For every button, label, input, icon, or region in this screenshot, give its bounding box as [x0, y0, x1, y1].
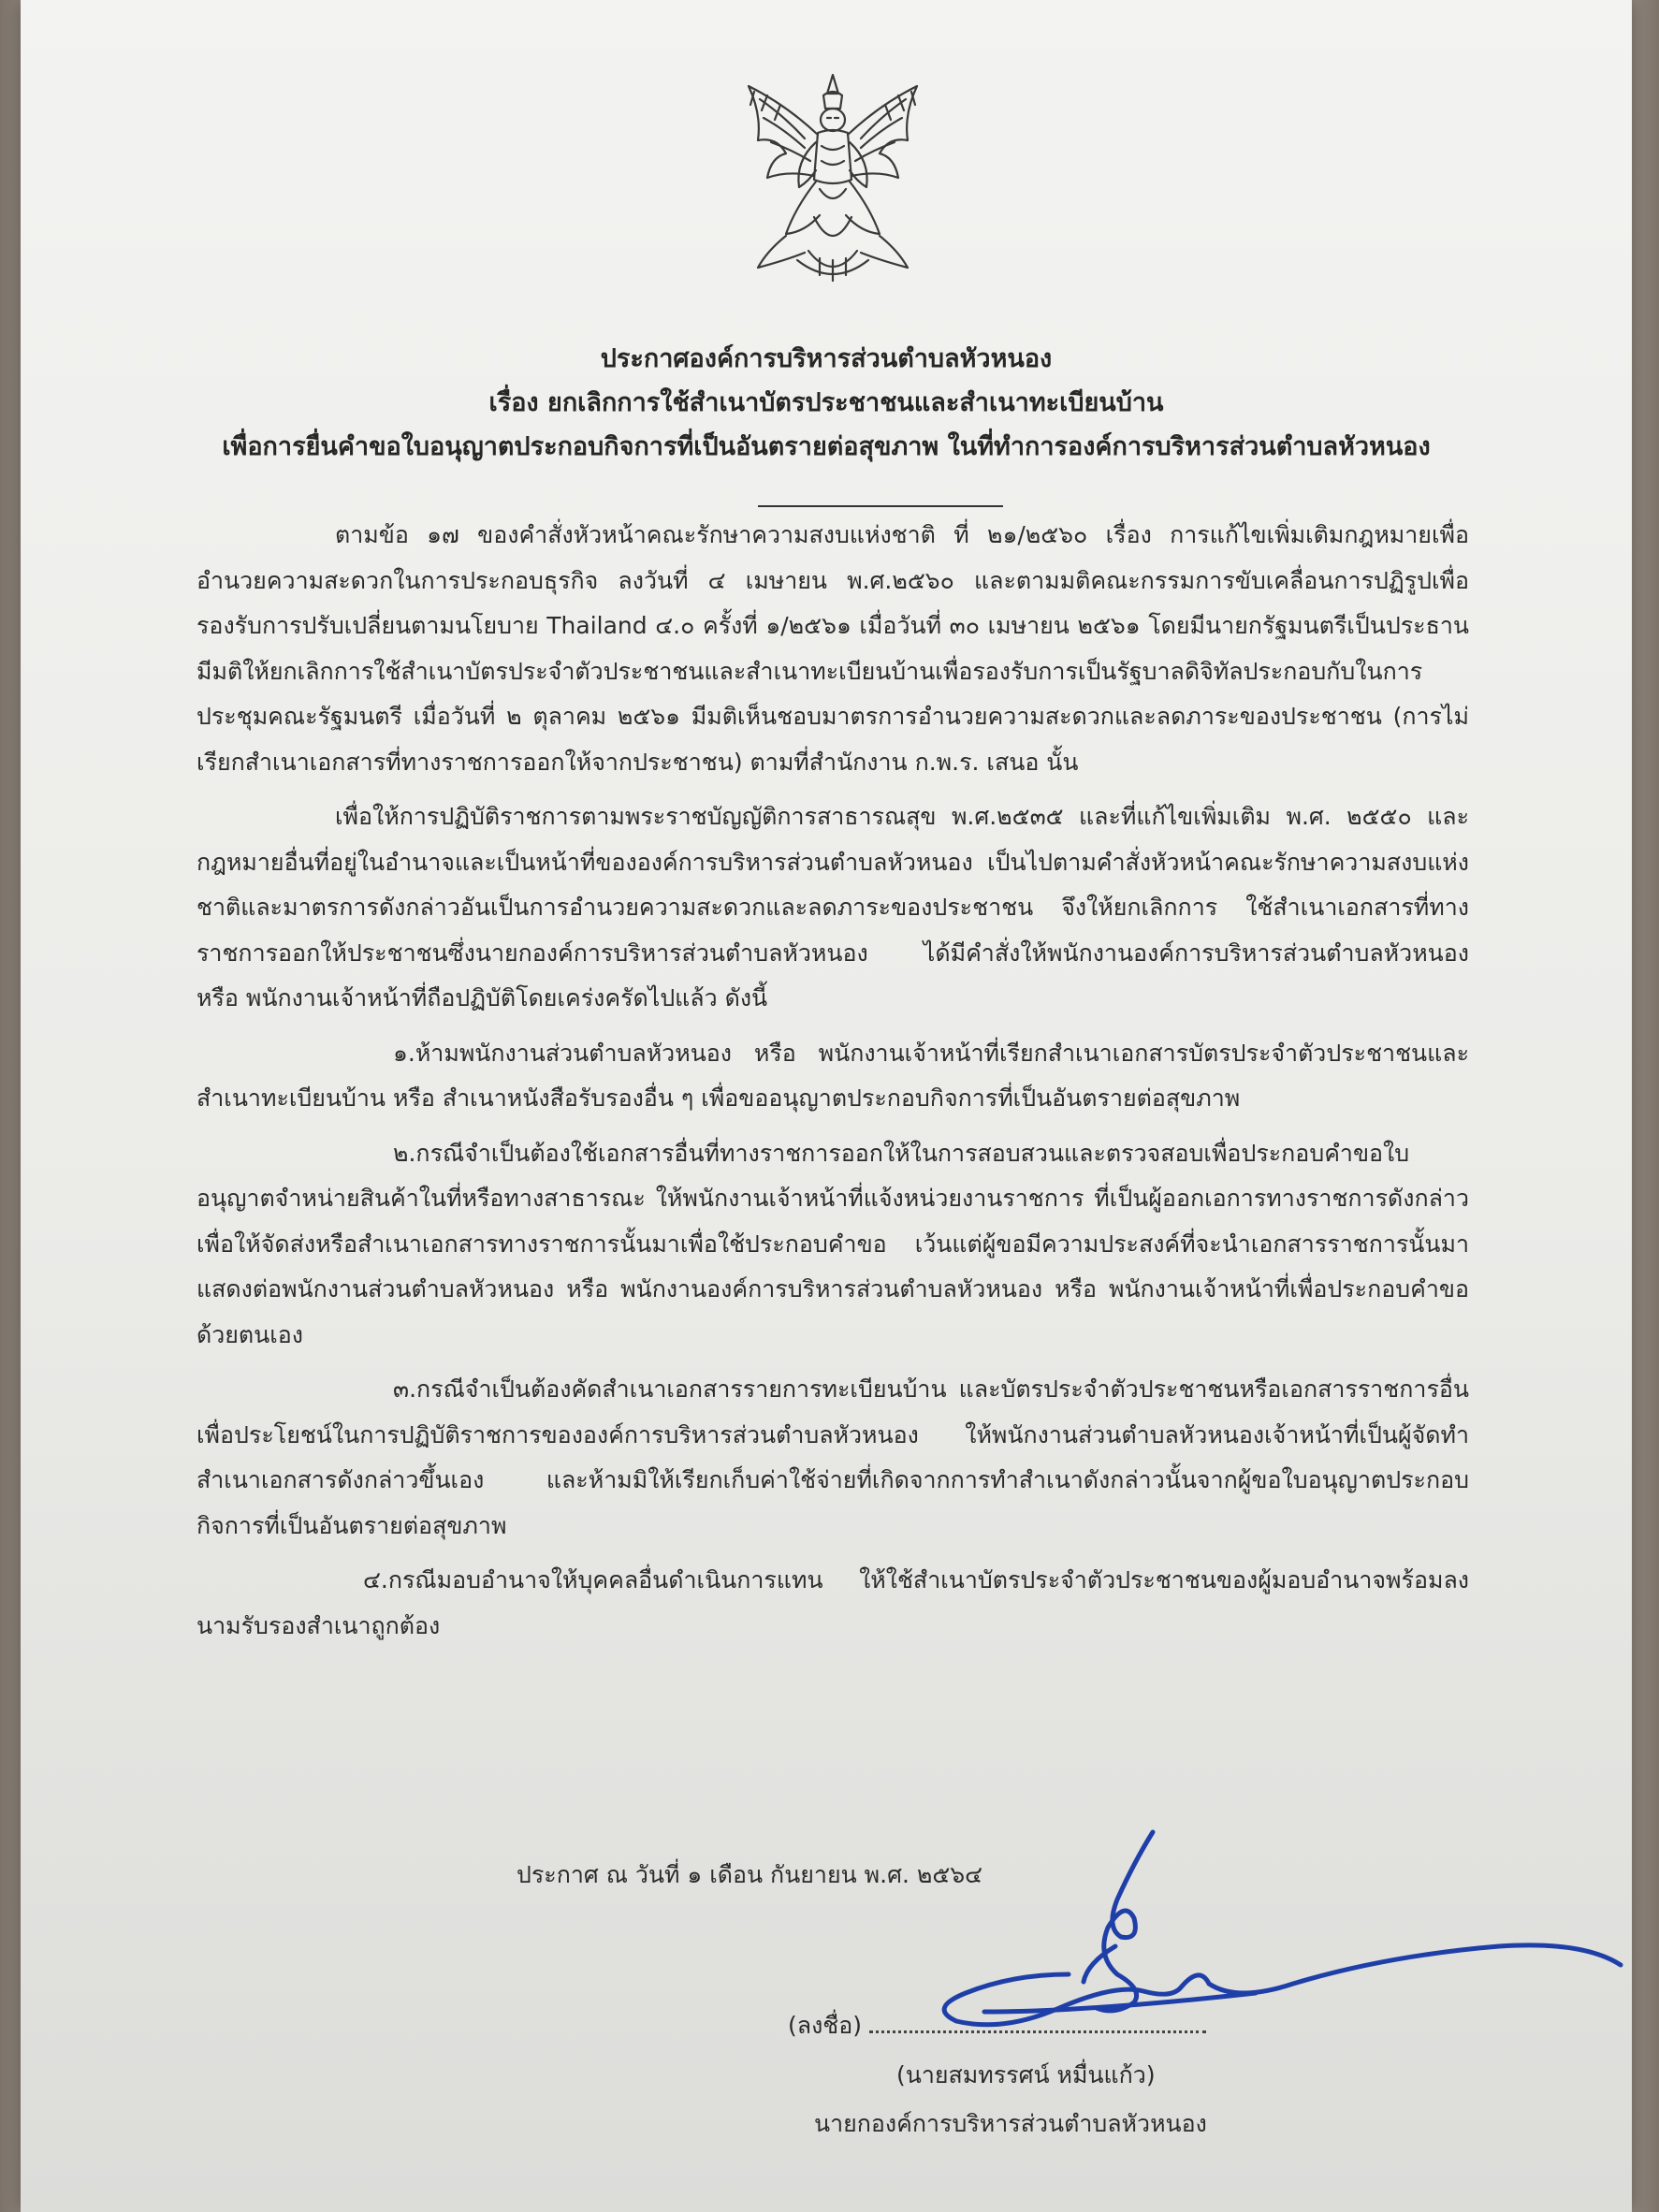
document-body [196, 513, 1469, 1658]
header-purpose: เพื่อการยื่นคำขอใบอนุญาตประกอบกิจการที่เป็นอันตรายต่อสุขภาพ ในที่ทำการองค์การบริหารส่วนตำบลหัวหนอง [222, 432, 1431, 461]
body-item-1: ๑.ห้ามพนักงานส่วนตำบลหัวหนอง หรือ พนักงานเจ้าหน้าที่เรียกสำเนาเอกสารบัตรประจำตัวประชาชนและสำเนาทะเบียนบ้าน หรือ สำเนาหนังสือรับรองอื่น ๆ เพื่อขออนุญาตประกอบกิจการที่เป็นอันตรายต่อสุขภาพ [196, 1039, 1469, 1112]
document-page [21, 0, 1632, 2212]
handwritten-signature [900, 1825, 1649, 2049]
body-item-4: ๔.กรณีมอบอำนาจให้บุคคลอื่นดำเนินการแทน ให้ใช้สำเนาบัตรประจำตัวประชาชนของผู้มอบอำนาจพร้อมลงนามรับรองสำเนาถูกต้อง [196, 1566, 1469, 1639]
body-paragraph-1: ตามข้อ ๑๗ ของคำสั่งหัวหน้าคณะรักษาความสงบแห่งชาติ ที่ ๒๑/๒๕๖๐ เรื่อง การแก้ไขเพิ่มเติมกฎหมายเพื่ออำนวยความสะดวกในการประกอบธุรกิจ ลงวันที่ ๔ เมษายน พ.ศ.๒๕๖๐ และตามมติคณะกรรมการขับเคลื่อนการปฏิรูปเพื่อรองรับการปรับเปลี่ยนตามนโยบาย Thailand ๔.๐ ครั้งที่ ๑/๒๕๖๑ เมื่อวันที่ ๓๐ เมษายน ๒๕๖๑ โดยมีนายกรัฐมนตรีเป็นประธาน มีมติให้ยกเลิกการใช้สำเนาบัตรประจำตัวประชาชนและสำเนาทะเบียนบ้านเพื่อรองรับการเป็นรัฐบาลดิจิทัลประกอบกับในการประชุมคณะรัฐมนตรี เมื่อวันที่ ๒ ตุลาคม ๒๕๖๑ มีมติเห็นชอบมาตรการอำนวยความสะดวกและลดภาระของประชาชน (การไม่เรียกสำเนาเอกสารที่ทางราชการออกให้จากประชาชน) ตามที่สำนักงาน ก.พ.ร. เสนอ นั้น [196, 521, 1469, 776]
announcement-date: ประกาศ ณ วันที่ ๑ เดือน กันยายน พ.ศ. ๒๕๖๔ [517, 1861, 983, 1888]
header-divider [758, 505, 1003, 507]
body-paragraph-2: เพื่อให้การปฏิบัติราชการตามพระราชบัญญัติการสาธารณสุข พ.ศ.๒๕๓๕ และที่แก้ไขเพิ่มเติม พ.ศ. ๒๕๕๐ และกฎหมายอื่นที่อยู่ในอำนาจและเป็นหน้าที่ขององค์การบริหารส่วนตำบลหัวหนอง เป็นไปตามคำสั่งหัวหน้าคณะรักษาความสงบแห่งชาติและมาตรการดังกล่าวอันเป็นการอำนวยความสะดวกและลดภาระของประชาชน จึงให้ยกเลิกการ ใช้สำเนาเอกสารที่ทางราชการออกให้ประชาชนซึ่งนายกองค์การบริหารส่วนตำบลหัวหนอง ได้มีคำสั่งให้พนักงานองค์การบริหารส่วนตำบลหัวหนอง หรือ พนักงานเจ้าหน้าที่ถือปฏิบัติโดยเคร่งครัดไปแล้ว ดังนี้ [196, 803, 1469, 1011]
body-item-3: ๓.กรณีจำเป็นต้องคัดสำเนาเอกสารรายการทะเบียนบ้าน และบัตรประจำตัวประชาชนหรือเอกสารราชการอื่นเพื่อประโยชน์ในการปฏิบัติราชการขององค์การบริหารส่วนตำบลหัวหนอง ให้พนักงานส่วนตำบลหัวหนองเจ้าหน้าที่เป็นผู้จัดทำสำเนาเอกสารดังกล่าวขึ้นเอง และห้ามมิให้เรียกเก็บค่าใช้จ่ายที่เกิดจากการทำสำเนาดังกล่าวนั้นจากผู้ขอใบอนุญาตประกอบกิจการที่เป็นอันตรายต่อสุขภาพ [196, 1375, 1469, 1539]
garuda-emblem-icon [730, 67, 936, 292]
document-header [21, 337, 1632, 469]
header-title: ประกาศองค์การบริหารส่วนตำบลหัวหนอง [600, 344, 1053, 373]
header-subject: เรื่อง ยกเลิกการใช้สำเนาบัตรประชาชนและสำเนาทะเบียนบ้าน [488, 388, 1164, 417]
signature-label: (ลงชื่อ) [788, 2012, 863, 2039]
signer-title: นายกองค์การบริหารส่วนตำบลหัวหนอง [814, 2110, 1207, 2137]
body-item-2: ๒.กรณีจำเป็นต้องใช้เอกสารอื่นที่ทางราชการออกให้ในการสอบสวนและตรวจสอบเพื่อประกอบคำขอใบอนุญาตจำหน่ายสินค้าในที่หรือทางสาธารณะ ให้พนักงานเจ้าหน้าที่แจ้งหน่วยงานราชการ ที่เป็นผู้ออกเอการทางราชการดังกล่าว เพื่อให้จัดส่งหรือสำเนาเอกสารทางราชการนั้นมาเพื่อใช้ประกอบคำขอ เว้นแต่ผู้ขอมีความประสงค์ที่จะนำเอกสารราชการนั้นมาแสดงต่อพนักงานส่วนตำบลหัวหนอง หรือ พนักงานองค์การบริหารส่วนตำบลหัวหนอง หรือ พนักงานเจ้าหน้าที่เพื่อประกอบคำขอด้วยตนเอง [196, 1139, 1469, 1348]
signer-name: (นายสมทรรศน์ หมื่นแก้ว) [896, 2061, 1156, 2088]
